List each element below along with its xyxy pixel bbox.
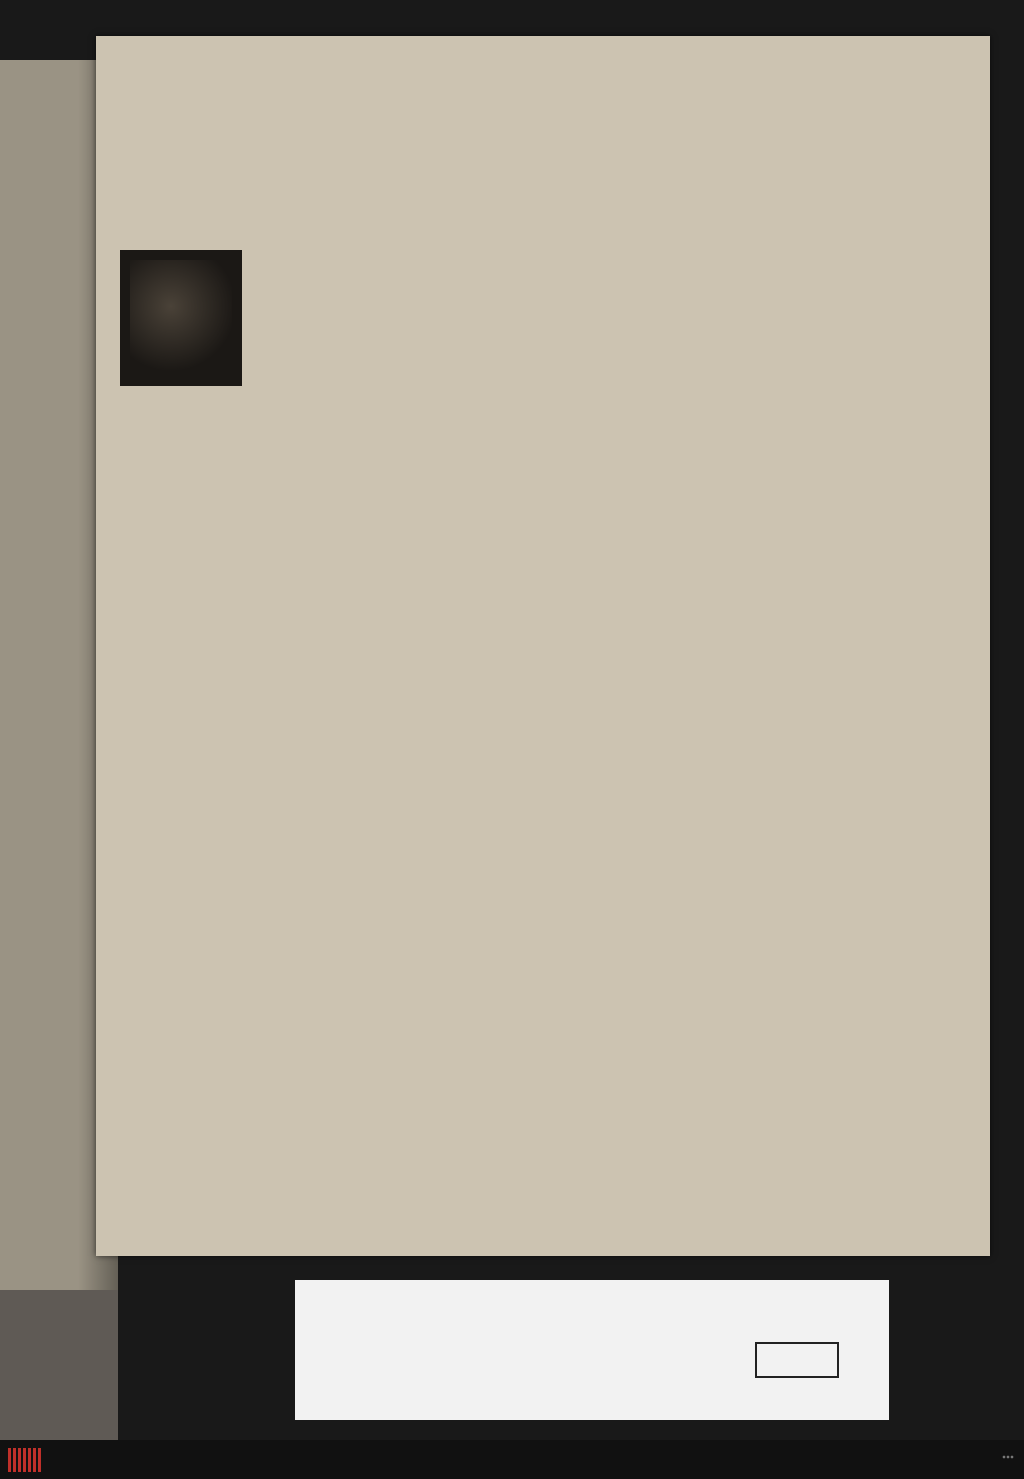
book-page <box>96 36 990 1256</box>
color-reference-card <box>295 1280 889 1420</box>
ruler-scale <box>355 1338 625 1376</box>
initial-ornament-background <box>130 260 232 376</box>
hab-logo-icon[interactable] <box>8 1448 42 1472</box>
book-spine <box>0 1290 118 1440</box>
ornament-headpiece <box>118 92 788 192</box>
gray-scale-swatch <box>755 1342 839 1378</box>
swatch-white <box>810 1344 837 1376</box>
more-options-icon[interactable] <box>1002 1455 1014 1459</box>
swatch-black <box>757 1344 784 1376</box>
swatch-gray <box>784 1344 811 1376</box>
decorated-initial <box>120 250 242 386</box>
footer-bar <box>0 1440 1024 1479</box>
